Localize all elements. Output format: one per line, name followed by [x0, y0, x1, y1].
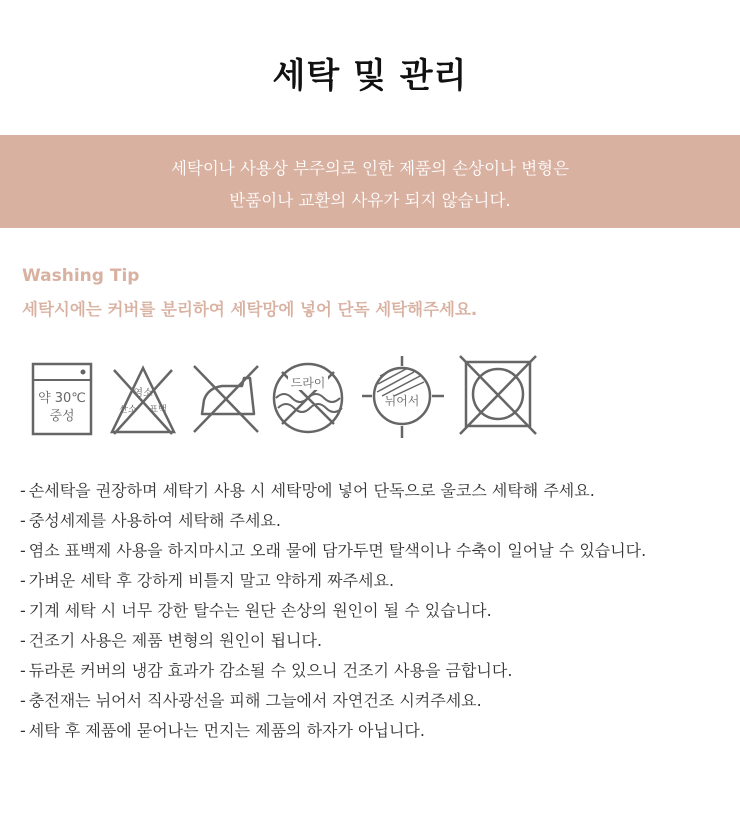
list-item: - 건조기 사용은 제품 변형의 원인이 됩니다.: [20, 631, 323, 650]
dry-flat-label: 뉘어서: [384, 394, 420, 408]
no-iron-icon: [190, 352, 262, 436]
bleach-oxygen-label: 산소: [119, 405, 137, 415]
list-item: - 가벼운 세탁 후 강하게 비틀지 말고 약하게 짜주세요.: [20, 571, 395, 590]
note-text: 가벼운 세탁 후 강하게 비틀지 말고 약하게 짜주세요.: [28, 571, 395, 590]
note-text: 듀라론 커버의 냉감 효과가 감소될 수 있으니 건조기 사용을 금합니다.: [28, 661, 513, 680]
note-text: 건조기 사용은 제품 변형의 원인이 됩니다.: [28, 631, 323, 650]
list-item: - 듀라론 커버의 냉감 효과가 감소될 수 있으니 건조기 사용을 금합니다.: [20, 661, 513, 680]
note-text: 충전재는 뉘어서 직사광선을 피해 그늘에서 자연건조 시켜주세요.: [28, 691, 482, 710]
note-text: 중성세제를 사용하여 세탁해 주세요.: [28, 511, 281, 530]
list-item: - 기계 세탁 시 너무 강한 탈수는 원단 손상의 원인이 될 수 있습니다.: [20, 601, 492, 620]
wash-temp-label: 약 30℃: [38, 391, 86, 406]
care-symbols: [0, 352, 740, 442]
no-tumble-dry-icon: [458, 352, 538, 436]
note-text: 세탁 후 제품에 묻어나는 먼지는 제품의 하자가 아닙니다.: [28, 721, 425, 740]
list-item: - 중성세제를 사용하여 세탁해 주세요.: [20, 511, 281, 530]
no-dryclean-icon: [270, 352, 346, 436]
list-item: - 염소 표백제 사용을 하지마시고 오래 물에 담가두면 탈색이나 수축이 일어날 수 있습니다.: [20, 541, 647, 560]
dry-flat-shade-icon: [358, 352, 446, 442]
list-item: - 손세탁을 권장하며 세탁기 사용 시 세탁망에 넣어 단독으로 울코스 세탁해 주세요.: [20, 481, 595, 500]
bleach-bleach-label: 표백: [149, 405, 167, 415]
notice-banner: [0, 135, 740, 228]
wash-detergent-label: 중성: [49, 409, 75, 424]
list-item: - 충전재는 뉘어서 직사광선을 피해 그늘에서 자연건조 시켜주세요.: [20, 691, 482, 710]
page-title: 세탁 및 관리: [272, 56, 468, 96]
notice-line-2: 반품이나 교환의 사유가 되지 않습니다.: [229, 191, 511, 210]
wash-30c-icon: [30, 352, 94, 436]
no-bleach-icon: [108, 352, 178, 436]
note-text: 손세탁을 권장하며 세탁기 사용 시 세탁망에 넣어 단독으로 울코스 세탁해 주세요.: [28, 481, 595, 500]
washing-tip-subheading: 세탁시에는 커버를 분리하여 세탁망에 넣어 단독 세탁해주세요.: [22, 300, 478, 319]
notice-line-1: 세탁이나 사용상 부주의로 인한 제품의 손상이나 변형은: [170, 159, 570, 178]
washing-tip-heading: Washing Tip: [22, 266, 140, 286]
note-text: 기계 세탁 시 너무 강한 탈수는 원단 손상의 원인이 될 수 있습니다.: [28, 601, 492, 620]
dryclean-label: 드라이: [290, 376, 326, 390]
list-item: - 세탁 후 제품에 묻어나는 먼지는 제품의 하자가 아닙니다.: [20, 721, 425, 740]
note-text: 염소 표백제 사용을 하지마시고 오래 물에 담가두면 탈색이나 수축이 일어날 수 있습니다.: [28, 541, 647, 560]
bleach-chlorine-label: 염소: [133, 388, 153, 399]
care-notes-list: [20, 480, 646, 750]
